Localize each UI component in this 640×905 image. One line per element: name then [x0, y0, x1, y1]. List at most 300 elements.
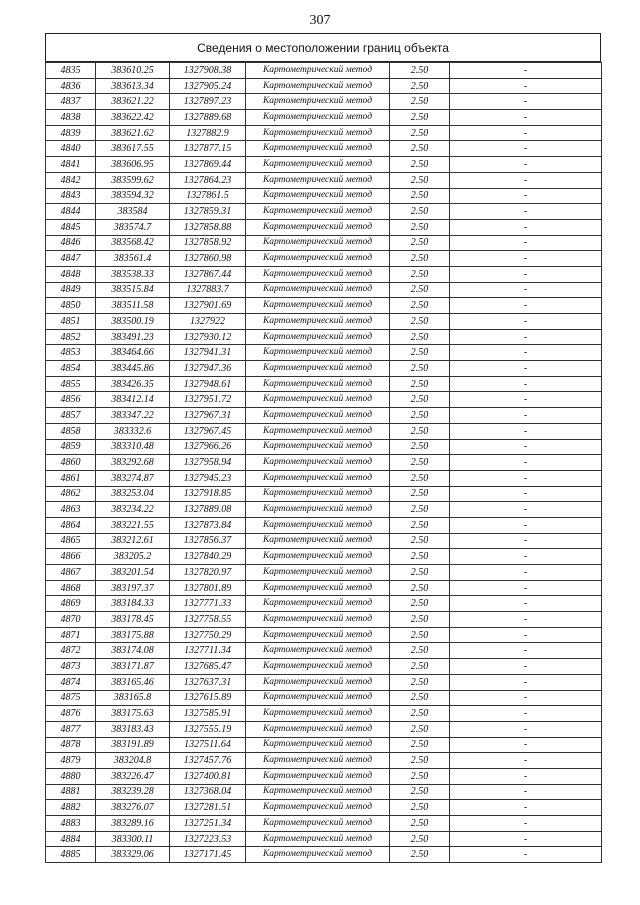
extra-cell: - [450, 690, 602, 706]
method-cell: Картометрический метод [246, 643, 390, 659]
extra-cell: - [450, 329, 602, 345]
method-cell: Картометрический метод [246, 847, 390, 863]
point-number-cell: 4879 [46, 753, 96, 769]
x-coordinate-cell: 383274.87 [96, 470, 170, 486]
x-coordinate-cell: 383511.58 [96, 298, 170, 314]
method-cell: Картометрический метод [246, 298, 390, 314]
y-coordinate-cell: 1327858.88 [170, 219, 246, 235]
method-cell: Картометрический метод [246, 737, 390, 753]
accuracy-cell: 2.50 [390, 533, 450, 549]
method-cell: Картометрический метод [246, 204, 390, 220]
accuracy-cell: 2.50 [390, 361, 450, 377]
extra-cell: - [450, 596, 602, 612]
y-coordinate-cell: 1327820.97 [170, 565, 246, 581]
coordinates-table-body [46, 63, 602, 863]
y-coordinate-cell: 1327615.89 [170, 690, 246, 706]
table-row [46, 408, 602, 424]
y-coordinate-cell: 1327945.23 [170, 470, 246, 486]
y-coordinate-cell: 1327585.91 [170, 706, 246, 722]
point-number-cell: 4881 [46, 784, 96, 800]
accuracy-cell: 2.50 [390, 517, 450, 533]
extra-cell: - [450, 251, 602, 267]
y-coordinate-cell: 1327941.31 [170, 345, 246, 361]
accuracy-cell: 2.50 [390, 125, 450, 141]
x-coordinate-cell: 383561.4 [96, 251, 170, 267]
point-number-cell: 4874 [46, 674, 96, 690]
extra-cell: - [450, 674, 602, 690]
extra-cell: - [450, 172, 602, 188]
table-row [46, 580, 602, 596]
accuracy-cell: 2.50 [390, 659, 450, 675]
accuracy-cell: 2.50 [390, 690, 450, 706]
method-cell: Картометрический метод [246, 533, 390, 549]
table-row [46, 78, 602, 94]
table-row [46, 816, 602, 832]
extra-cell: - [450, 376, 602, 392]
y-coordinate-cell: 1327856.37 [170, 533, 246, 549]
method-cell: Картометрический метод [246, 361, 390, 377]
extra-cell: - [450, 235, 602, 251]
x-coordinate-cell: 383491.23 [96, 329, 170, 345]
x-coordinate-cell: 383574.7 [96, 219, 170, 235]
point-number-cell: 4863 [46, 502, 96, 518]
table-row [46, 392, 602, 408]
x-coordinate-cell: 383594.32 [96, 188, 170, 204]
extra-cell: - [450, 831, 602, 847]
accuracy-cell: 2.50 [390, 188, 450, 204]
extra-cell: - [450, 141, 602, 157]
point-number-cell: 4882 [46, 800, 96, 816]
method-cell: Картометрический метод [246, 753, 390, 769]
accuracy-cell: 2.50 [390, 643, 450, 659]
accuracy-cell: 2.50 [390, 706, 450, 722]
method-cell: Картометрический метод [246, 674, 390, 690]
point-number-cell: 4864 [46, 517, 96, 533]
table-row [46, 721, 602, 737]
y-coordinate-cell: 1327967.45 [170, 423, 246, 439]
table-row [46, 204, 602, 220]
y-coordinate-cell: 1327400.81 [170, 768, 246, 784]
method-cell: Картометрический метод [246, 439, 390, 455]
table-row [46, 314, 602, 330]
extra-cell: - [450, 768, 602, 784]
y-coordinate-cell: 1327918.85 [170, 486, 246, 502]
y-coordinate-cell: 1327966.26 [170, 439, 246, 455]
point-number-cell: 4869 [46, 596, 96, 612]
x-coordinate-cell: 383445.86 [96, 361, 170, 377]
table-row [46, 800, 602, 816]
y-coordinate-cell: 1327750.29 [170, 627, 246, 643]
point-number-cell: 4865 [46, 533, 96, 549]
accuracy-cell: 2.50 [390, 157, 450, 173]
point-number-cell: 4867 [46, 565, 96, 581]
x-coordinate-cell: 383165.46 [96, 674, 170, 690]
extra-cell: - [450, 361, 602, 377]
table-row [46, 674, 602, 690]
point-number-cell: 4873 [46, 659, 96, 675]
table-row [46, 361, 602, 377]
y-coordinate-cell: 1327897.23 [170, 94, 246, 110]
y-coordinate-cell: 1327869.44 [170, 157, 246, 173]
x-coordinate-cell: 383191.89 [96, 737, 170, 753]
method-cell: Картометрический метод [246, 517, 390, 533]
point-number-cell: 4845 [46, 219, 96, 235]
method-cell: Картометрический метод [246, 235, 390, 251]
extra-cell: - [450, 455, 602, 471]
x-coordinate-cell: 383184.33 [96, 596, 170, 612]
extra-cell: - [450, 565, 602, 581]
method-cell: Картометрический метод [246, 784, 390, 800]
method-cell: Картометрический метод [246, 486, 390, 502]
extra-cell: - [450, 439, 602, 455]
accuracy-cell: 2.50 [390, 423, 450, 439]
extra-cell: - [450, 219, 602, 235]
method-cell: Картометрический метод [246, 659, 390, 675]
accuracy-cell: 2.50 [390, 596, 450, 612]
method-cell: Картометрический метод [246, 831, 390, 847]
point-number-cell: 4877 [46, 721, 96, 737]
x-coordinate-cell: 383234.22 [96, 502, 170, 518]
accuracy-cell: 2.50 [390, 737, 450, 753]
accuracy-cell: 2.50 [390, 721, 450, 737]
point-number-cell: 4859 [46, 439, 96, 455]
method-cell: Картометрический метод [246, 816, 390, 832]
extra-cell: - [450, 157, 602, 173]
y-coordinate-cell: 1327457.76 [170, 753, 246, 769]
extra-cell: - [450, 612, 602, 628]
accuracy-cell: 2.50 [390, 455, 450, 471]
coordinates-table [45, 62, 602, 863]
x-coordinate-cell: 383599.62 [96, 172, 170, 188]
table-row [46, 376, 602, 392]
method-cell: Картометрический метод [246, 549, 390, 565]
accuracy-cell: 2.50 [390, 172, 450, 188]
x-coordinate-cell: 383515.84 [96, 282, 170, 298]
table-row [46, 706, 602, 722]
accuracy-cell: 2.50 [390, 439, 450, 455]
x-coordinate-cell: 383204.8 [96, 753, 170, 769]
y-coordinate-cell: 1327511.64 [170, 737, 246, 753]
accuracy-cell: 2.50 [390, 94, 450, 110]
accuracy-cell: 2.50 [390, 549, 450, 565]
accuracy-cell: 2.50 [390, 580, 450, 596]
point-number-cell: 4846 [46, 235, 96, 251]
method-cell: Картометрический метод [246, 63, 390, 79]
method-cell: Картометрический метод [246, 188, 390, 204]
point-number-cell: 4872 [46, 643, 96, 659]
accuracy-cell: 2.50 [390, 768, 450, 784]
x-coordinate-cell: 383205.2 [96, 549, 170, 565]
method-cell: Картометрический метод [246, 690, 390, 706]
accuracy-cell: 2.50 [390, 204, 450, 220]
extra-cell: - [450, 502, 602, 518]
extra-cell: - [450, 549, 602, 565]
table-row [46, 486, 602, 502]
point-number-cell: 4876 [46, 706, 96, 722]
y-coordinate-cell: 1327901.69 [170, 298, 246, 314]
x-coordinate-cell: 383584 [96, 204, 170, 220]
point-number-cell: 4858 [46, 423, 96, 439]
table-row [46, 219, 602, 235]
table-row [46, 517, 602, 533]
table-row [46, 768, 602, 784]
y-coordinate-cell: 1327882.9 [170, 125, 246, 141]
accuracy-cell: 2.50 [390, 219, 450, 235]
y-coordinate-cell: 1327908.38 [170, 63, 246, 79]
y-coordinate-cell: 1327948.61 [170, 376, 246, 392]
extra-cell: - [450, 486, 602, 502]
accuracy-cell: 2.50 [390, 408, 450, 424]
table-row [46, 470, 602, 486]
extra-cell: - [450, 643, 602, 659]
table-row [46, 345, 602, 361]
extra-cell: - [450, 847, 602, 863]
y-coordinate-cell: 1327711.34 [170, 643, 246, 659]
x-coordinate-cell: 383347.22 [96, 408, 170, 424]
x-coordinate-cell: 383300.11 [96, 831, 170, 847]
table-row [46, 690, 602, 706]
y-coordinate-cell: 1327858.92 [170, 235, 246, 251]
accuracy-cell: 2.50 [390, 110, 450, 126]
table-row [46, 533, 602, 549]
accuracy-cell: 2.50 [390, 565, 450, 581]
table-row [46, 188, 602, 204]
table-row [46, 784, 602, 800]
point-number-cell: 4854 [46, 361, 96, 377]
x-coordinate-cell: 383165.8 [96, 690, 170, 706]
point-number-cell: 4878 [46, 737, 96, 753]
x-coordinate-cell: 383622.42 [96, 110, 170, 126]
point-number-cell: 4852 [46, 329, 96, 345]
x-coordinate-cell: 383621.62 [96, 125, 170, 141]
table-row [46, 596, 602, 612]
y-coordinate-cell: 1327883.7 [170, 282, 246, 298]
y-coordinate-cell: 1327951.72 [170, 392, 246, 408]
extra-cell: - [450, 737, 602, 753]
x-coordinate-cell: 383500.19 [96, 314, 170, 330]
method-cell: Картометрический метод [246, 423, 390, 439]
method-cell: Картометрический метод [246, 94, 390, 110]
point-number-cell: 4835 [46, 63, 96, 79]
y-coordinate-cell: 1327873.84 [170, 517, 246, 533]
method-cell: Картометрический метод [246, 314, 390, 330]
x-coordinate-cell: 383606.95 [96, 157, 170, 173]
x-coordinate-cell: 383332.6 [96, 423, 170, 439]
accuracy-cell: 2.50 [390, 784, 450, 800]
point-number-cell: 4866 [46, 549, 96, 565]
y-coordinate-cell: 1327861.5 [170, 188, 246, 204]
extra-cell: - [450, 110, 602, 126]
x-coordinate-cell: 383568.42 [96, 235, 170, 251]
table-row [46, 266, 602, 282]
y-coordinate-cell: 1327637.31 [170, 674, 246, 690]
x-coordinate-cell: 383289.16 [96, 816, 170, 832]
table-row [46, 282, 602, 298]
point-number-cell: 4883 [46, 816, 96, 832]
point-number-cell: 4837 [46, 94, 96, 110]
table-row [46, 737, 602, 753]
extra-cell: - [450, 580, 602, 596]
table-row [46, 251, 602, 267]
accuracy-cell: 2.50 [390, 141, 450, 157]
x-coordinate-cell: 383538.33 [96, 266, 170, 282]
accuracy-cell: 2.50 [390, 470, 450, 486]
method-cell: Картометрический метод [246, 329, 390, 345]
extra-cell: - [450, 266, 602, 282]
extra-cell: - [450, 533, 602, 549]
extra-cell: - [450, 188, 602, 204]
accuracy-cell: 2.50 [390, 78, 450, 94]
extra-cell: - [450, 94, 602, 110]
x-coordinate-cell: 383197.37 [96, 580, 170, 596]
accuracy-cell: 2.50 [390, 345, 450, 361]
method-cell: Картометрический метод [246, 376, 390, 392]
accuracy-cell: 2.50 [390, 831, 450, 847]
y-coordinate-cell: 1327368.04 [170, 784, 246, 800]
point-number-cell: 4851 [46, 314, 96, 330]
point-number-cell: 4870 [46, 612, 96, 628]
point-number-cell: 4843 [46, 188, 96, 204]
extra-cell: - [450, 314, 602, 330]
table-row [46, 63, 602, 79]
extra-cell: - [450, 345, 602, 361]
y-coordinate-cell: 1327877.15 [170, 141, 246, 157]
table-row [46, 455, 602, 471]
extra-cell: - [450, 784, 602, 800]
table-row [46, 157, 602, 173]
table-row [46, 847, 602, 863]
point-number-cell: 4868 [46, 580, 96, 596]
extra-cell: - [450, 627, 602, 643]
y-coordinate-cell: 1327860.98 [170, 251, 246, 267]
table-row [46, 627, 602, 643]
y-coordinate-cell: 1327171.45 [170, 847, 246, 863]
extra-cell: - [450, 408, 602, 424]
point-number-cell: 4844 [46, 204, 96, 220]
point-number-cell: 4840 [46, 141, 96, 157]
y-coordinate-cell: 1327864.23 [170, 172, 246, 188]
method-cell: Картометрический метод [246, 470, 390, 486]
y-coordinate-cell: 1327967.31 [170, 408, 246, 424]
x-coordinate-cell: 383201.54 [96, 565, 170, 581]
method-cell: Картометрический метод [246, 502, 390, 518]
table-row [46, 110, 602, 126]
accuracy-cell: 2.50 [390, 486, 450, 502]
y-coordinate-cell: 1327685.47 [170, 659, 246, 675]
method-cell: Картометрический метод [246, 141, 390, 157]
x-coordinate-cell: 383613.34 [96, 78, 170, 94]
point-number-cell: 4836 [46, 78, 96, 94]
point-number-cell: 4848 [46, 266, 96, 282]
table-row [46, 643, 602, 659]
y-coordinate-cell: 1327840.29 [170, 549, 246, 565]
point-number-cell: 4849 [46, 282, 96, 298]
point-number-cell: 4860 [46, 455, 96, 471]
point-number-cell: 4850 [46, 298, 96, 314]
method-cell: Картометрический метод [246, 627, 390, 643]
x-coordinate-cell: 383226.47 [96, 768, 170, 784]
x-coordinate-cell: 383426.35 [96, 376, 170, 392]
accuracy-cell: 2.50 [390, 847, 450, 863]
accuracy-cell: 2.50 [390, 816, 450, 832]
accuracy-cell: 2.50 [390, 800, 450, 816]
method-cell: Картометрический метод [246, 345, 390, 361]
point-number-cell: 4884 [46, 831, 96, 847]
point-number-cell: 4862 [46, 486, 96, 502]
table-row [46, 565, 602, 581]
extra-cell: - [450, 816, 602, 832]
method-cell: Картометрический метод [246, 172, 390, 188]
method-cell: Картометрический метод [246, 596, 390, 612]
method-cell: Картометрический метод [246, 251, 390, 267]
point-number-cell: 4885 [46, 847, 96, 863]
method-cell: Картометрический метод [246, 580, 390, 596]
table-row [46, 612, 602, 628]
extra-cell: - [450, 63, 602, 79]
accuracy-cell: 2.50 [390, 392, 450, 408]
x-coordinate-cell: 383239.28 [96, 784, 170, 800]
extra-cell: - [450, 125, 602, 141]
x-coordinate-cell: 383175.88 [96, 627, 170, 643]
extra-cell: - [450, 470, 602, 486]
y-coordinate-cell: 1327889.08 [170, 502, 246, 518]
accuracy-cell: 2.50 [390, 282, 450, 298]
accuracy-cell: 2.50 [390, 314, 450, 330]
accuracy-cell: 2.50 [390, 627, 450, 643]
table-row [46, 549, 602, 565]
y-coordinate-cell: 1327251.34 [170, 816, 246, 832]
method-cell: Картометрический метод [246, 282, 390, 298]
extra-cell: - [450, 78, 602, 94]
extra-cell: - [450, 392, 602, 408]
page-number: 307 [309, 13, 331, 28]
accuracy-cell: 2.50 [390, 674, 450, 690]
point-number-cell: 4880 [46, 768, 96, 784]
extra-cell: - [450, 298, 602, 314]
x-coordinate-cell: 383212.61 [96, 533, 170, 549]
point-number-cell: 4841 [46, 157, 96, 173]
x-coordinate-cell: 383253.04 [96, 486, 170, 502]
method-cell: Картометрический метод [246, 721, 390, 737]
method-cell: Картометрический метод [246, 392, 390, 408]
x-coordinate-cell: 383610.25 [96, 63, 170, 79]
point-number-cell: 4839 [46, 125, 96, 141]
x-coordinate-cell: 383276.07 [96, 800, 170, 816]
x-coordinate-cell: 383464.66 [96, 345, 170, 361]
accuracy-cell: 2.50 [390, 329, 450, 345]
point-number-cell: 4861 [46, 470, 96, 486]
accuracy-cell: 2.50 [390, 235, 450, 251]
method-cell: Картометрический метод [246, 125, 390, 141]
accuracy-cell: 2.50 [390, 753, 450, 769]
y-coordinate-cell: 1327223.53 [170, 831, 246, 847]
method-cell: Картометрический метод [246, 612, 390, 628]
accuracy-cell: 2.50 [390, 266, 450, 282]
accuracy-cell: 2.50 [390, 612, 450, 628]
table-row [46, 423, 602, 439]
y-coordinate-cell: 1327281.51 [170, 800, 246, 816]
method-cell: Картометрический метод [246, 219, 390, 235]
y-coordinate-cell: 1327889.68 [170, 110, 246, 126]
y-coordinate-cell: 1327922 [170, 314, 246, 330]
table-row [46, 172, 602, 188]
y-coordinate-cell: 1327859.31 [170, 204, 246, 220]
x-coordinate-cell: 383310.48 [96, 439, 170, 455]
method-cell: Картометрический метод [246, 110, 390, 126]
table-row [46, 235, 602, 251]
y-coordinate-cell: 1327930.12 [170, 329, 246, 345]
x-coordinate-cell: 383617.55 [96, 141, 170, 157]
